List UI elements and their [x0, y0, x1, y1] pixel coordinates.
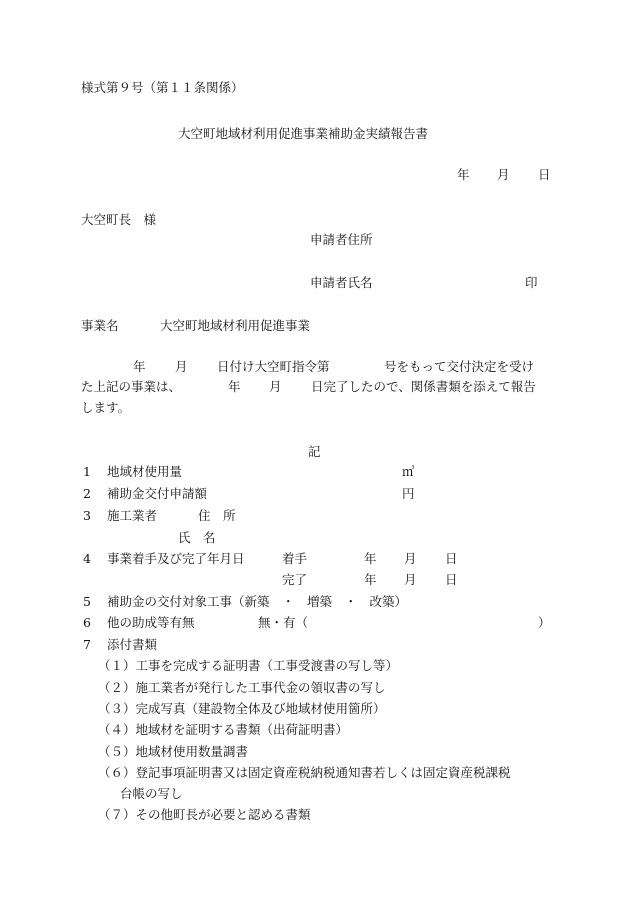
body-line1-text-a: 日付け大空町指令第: [217, 359, 330, 374]
attachment-item: （７）その他町長が必要と認める書類: [98, 807, 311, 822]
item5-label: 補助金の交付対象工事（新築 ・ 増築 ・ 改築）: [107, 594, 408, 609]
date-year: 年: [457, 167, 470, 182]
body-line1-text-b: 号をもって交付決定を受け: [384, 359, 535, 374]
body-line2-year: 年: [228, 379, 241, 394]
item4-start-month: 月: [404, 551, 417, 566]
seal-mark: 印: [525, 275, 538, 290]
body-line2-text-a: た上記の事業は、: [81, 379, 182, 394]
attachment-item: （１）工事を完成する証明書（工事受渡書の写し等）: [98, 658, 399, 673]
item7-number: 7: [83, 637, 91, 652]
project-label: 事業名: [81, 318, 119, 333]
item4-finish-label: 完了: [282, 572, 308, 587]
item1-number: 1: [83, 464, 91, 479]
attachment-item: （２）施工業者が発行した工事代金の領収書の写し: [98, 680, 386, 695]
item7-label: 添付書類: [107, 637, 158, 652]
body-line2-text-b: 日完了したので、関係書類を添えて報告: [311, 379, 536, 394]
item6-label: 他の助成等有無: [107, 615, 195, 630]
item3-number: 3: [83, 508, 91, 523]
attachment-item-continuation: 台帳の写し: [120, 786, 183, 801]
body-line3: します。: [81, 400, 131, 415]
item4-start-label: 着手: [282, 551, 308, 566]
item4-label: 事業着手及び完了年月日: [107, 551, 245, 566]
body-line1-month: 月: [175, 359, 188, 374]
body-line2-month: 月: [269, 379, 282, 394]
item6-number: 6: [83, 615, 91, 630]
project-value: 大空町地域材利用促進事業: [160, 318, 311, 333]
item2-unit: 円: [402, 486, 415, 501]
item4-finish-year: 年: [364, 572, 377, 587]
item4-number: 4: [83, 551, 91, 566]
attachment-item: （４）地域材を証明する書類（出荷証明書）: [98, 722, 349, 737]
item1-label: 地域材使用量: [107, 464, 183, 479]
item2-number: 2: [83, 486, 91, 501]
date-month: 月: [497, 167, 510, 182]
item5-number: 5: [83, 594, 91, 609]
item3-label: 施工業者: [107, 508, 158, 523]
body-line1-year: 年: [133, 359, 146, 374]
item6-choice: 無・有（: [258, 615, 309, 630]
item4-start-day: 日: [445, 551, 458, 566]
ki-heading: 記: [308, 444, 321, 459]
item1-unit: ㎥: [402, 464, 415, 479]
item3-name-label: 氏 名: [178, 530, 216, 545]
item4-finish-month: 月: [404, 572, 417, 587]
applicant-address-label: 申請者住所: [310, 232, 373, 247]
date-day: 日: [538, 167, 551, 182]
item4-start-year: 年: [364, 551, 377, 566]
attachment-item: （６）登記事項証明書又は固定資産税納税通知書若しくは固定資産税課税: [98, 765, 511, 780]
item6-close-paren: ）: [538, 615, 551, 630]
document-title: 大空町地域材利用促進事業補助金実績報告書: [178, 126, 429, 141]
form-number: 様式第９号（第１１条関係）: [81, 80, 244, 95]
attachment-item: （５）地域材使用数量調書: [98, 744, 249, 759]
item2-label: 補助金交付申請額: [107, 486, 208, 501]
item3-address-label: 住 所: [198, 508, 236, 523]
attachment-item: （３）完成写真（建設物全体及び地域材使用箇所）: [98, 701, 386, 716]
addressee: 大空町長 様: [81, 212, 157, 227]
applicant-name-label: 申請者氏名: [310, 275, 373, 290]
item4-finish-day: 日: [445, 572, 458, 587]
